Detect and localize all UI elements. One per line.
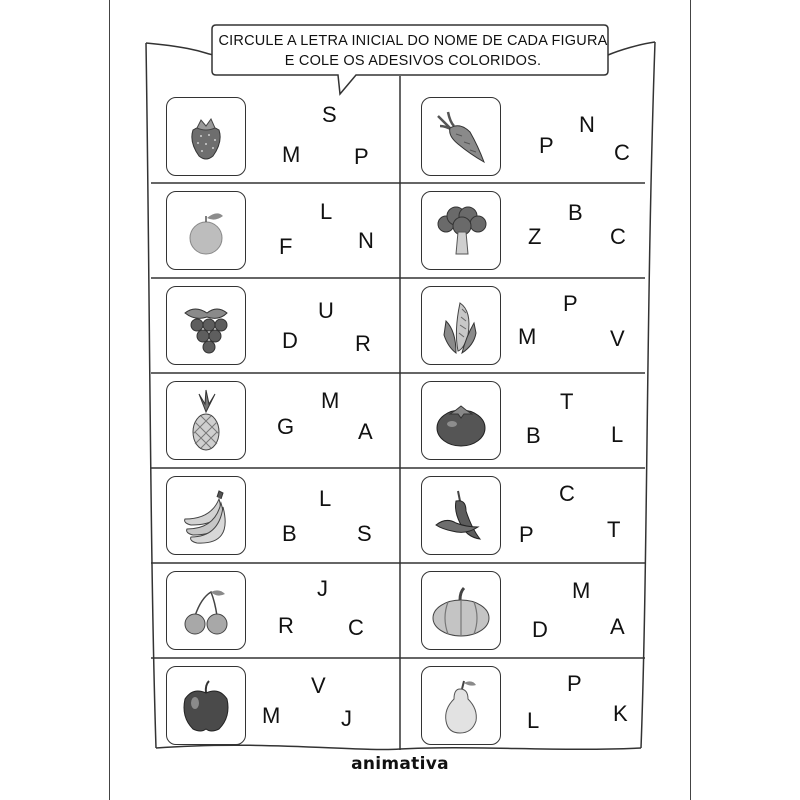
letter-option[interactable]: N: [579, 112, 595, 137]
picture-box-carrot: [421, 97, 501, 176]
letter-option[interactable]: V: [311, 673, 326, 698]
instruction-text: [218, 31, 608, 71]
corn-icon: [426, 291, 496, 361]
letter-option[interactable]: T: [560, 389, 574, 414]
letter-option[interactable]: N: [358, 228, 374, 253]
letter-option[interactable]: P: [519, 522, 534, 547]
brand-logo: animativa: [351, 754, 449, 774]
letter-option[interactable]: G: [277, 414, 295, 439]
letter-option[interactable]: L: [319, 486, 332, 511]
picture-box-pumpkin: [421, 571, 501, 650]
pepper-icon: [426, 481, 496, 551]
pumpkin-icon: [426, 576, 496, 646]
picture-box-pineapple: [166, 381, 246, 460]
letter-option[interactable]: D: [282, 328, 298, 353]
grapes-icon: [171, 291, 241, 361]
letter-option[interactable]: C: [559, 481, 575, 506]
letter-option[interactable]: F: [279, 234, 293, 259]
letter-option[interactable]: A: [358, 419, 373, 444]
letter-option[interactable]: R: [278, 613, 294, 638]
letter-option[interactable]: B: [282, 521, 297, 546]
letter-option[interactable]: P: [354, 144, 369, 169]
picture-box-pear: [421, 666, 501, 745]
letter-option[interactable]: M: [262, 703, 281, 728]
picture-box-orange: [166, 191, 246, 270]
instruction-line-2: E COLE OS ADESIVOS COLORIDOS.: [284, 53, 542, 69]
broccoli-icon: [426, 196, 496, 266]
letter-option[interactable]: M: [282, 142, 301, 167]
picture-box-strawberry: [166, 97, 246, 176]
letter-option[interactable]: C: [610, 224, 626, 249]
orange-icon: [171, 196, 241, 266]
letter-option[interactable]: M: [321, 388, 340, 413]
cherry-icon: [171, 576, 241, 646]
letter-option[interactable]: A: [610, 614, 625, 639]
letter-option[interactable]: J: [341, 706, 352, 731]
carrot-icon: [426, 102, 496, 172]
picture-box-apple: [166, 666, 246, 745]
letter-option[interactable]: L: [527, 708, 540, 733]
picture-box-tomato: [421, 381, 501, 460]
letter-option[interactable]: L: [611, 422, 624, 447]
picture-box-grapes: [166, 286, 246, 365]
banana-icon: [171, 481, 241, 551]
letter-option[interactable]: R: [355, 331, 371, 356]
letter-option[interactable]: M: [572, 578, 591, 603]
picture-box-pepper: [421, 476, 501, 555]
letter-option[interactable]: P: [567, 671, 582, 696]
pineapple-icon: [171, 386, 241, 456]
picture-box-corn: [421, 286, 501, 365]
apple-icon: [171, 671, 241, 741]
picture-box-banana: [166, 476, 246, 555]
letter-option[interactable]: P: [539, 133, 554, 158]
letter-option[interactable]: S: [357, 521, 372, 546]
tomato-icon: [426, 386, 496, 456]
letter-option[interactable]: C: [614, 140, 630, 165]
instruction-line-1: CIRCULE A LETRA INICIAL DO NOME DE CADA FIGURA: [218, 33, 608, 49]
picture-box-broccoli: [421, 191, 501, 270]
letter-option[interactable]: M: [518, 324, 537, 349]
letter-option[interactable]: V: [610, 326, 625, 351]
letter-option[interactable]: U: [318, 298, 334, 323]
letter-option[interactable]: S: [322, 102, 337, 127]
letter-option[interactable]: B: [568, 200, 583, 225]
letter-option[interactable]: K: [613, 701, 628, 726]
letter-option[interactable]: C: [348, 615, 364, 640]
letter-option[interactable]: Z: [528, 224, 542, 249]
pear-icon: [426, 671, 496, 741]
letter-option[interactable]: P: [563, 291, 578, 316]
letter-option[interactable]: J: [317, 576, 328, 601]
letter-option[interactable]: L: [320, 199, 333, 224]
strawberry-icon: [171, 102, 241, 172]
picture-box-cherry: [166, 571, 246, 650]
letter-option[interactable]: T: [607, 517, 621, 542]
letter-option[interactable]: D: [532, 617, 548, 642]
letter-option[interactable]: B: [526, 423, 541, 448]
